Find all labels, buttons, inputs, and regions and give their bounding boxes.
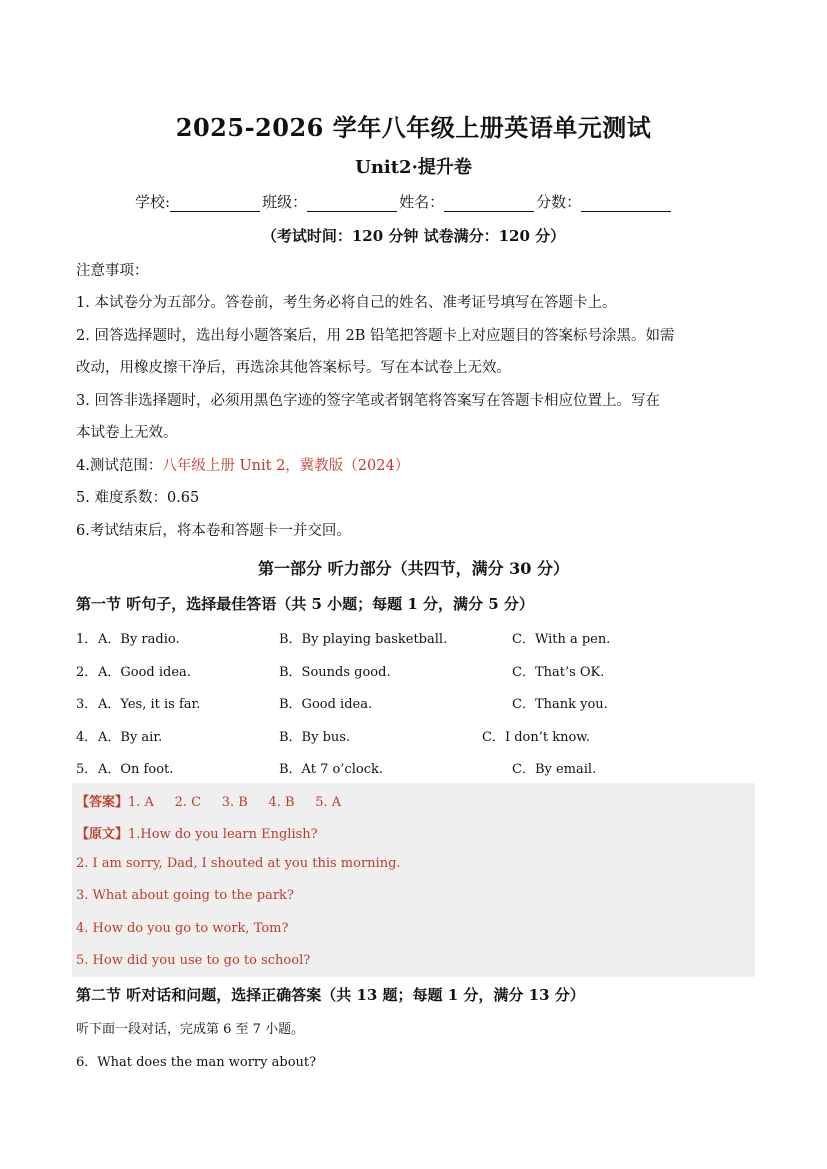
- option-c: C．By email.: [512, 762, 597, 777]
- part-1-title: 第一部分 听力部分（共四节，满分 30 分）: [258, 559, 569, 578]
- note-item-5: 5. 难度系数：0.65: [76, 490, 200, 506]
- question-row: [76, 661, 756, 681]
- option-a: A．By air.: [98, 730, 163, 745]
- script-text: 1.How do you learn English?: [128, 827, 318, 842]
- notes-heading: 注意事项：: [76, 263, 149, 279]
- test-scope: 八年级上册 Unit 2，冀教版（2024）: [162, 458, 410, 474]
- question-number: 4．: [76, 730, 98, 745]
- question-number: 5．: [76, 762, 98, 777]
- question-6: 6．What does the man worry about?: [76, 1055, 317, 1070]
- script-line-5: 5. How did you use to go to school?: [76, 953, 311, 968]
- option-b: B．By bus.: [279, 730, 351, 745]
- note-item-4-prefix: 4.测试范围：: [76, 458, 163, 474]
- script-line-1: [76, 823, 318, 842]
- option-a: A．Yes, it is far.: [98, 697, 201, 712]
- option-b: B．Sounds good.: [279, 665, 391, 680]
- question-row: [76, 758, 756, 778]
- option-c: C．With a pen.: [512, 632, 611, 647]
- section-1-title: 第一节 听句子，选择最佳答语（共 5 小题；每题 1 分，满分 5 分）: [76, 595, 534, 613]
- score-label: 分数：: [536, 193, 582, 211]
- name-label: 姓名：: [399, 193, 445, 211]
- answer-box: [72, 783, 755, 977]
- answer-text: 1. A 2. C 3. B 4. B 5. A: [128, 795, 342, 810]
- name-blank: [444, 195, 534, 212]
- script-line-4: 4. How do you go to work, Tom?: [76, 921, 289, 936]
- option-b: B．By playing basketball.: [279, 632, 448, 647]
- note-item-2b: 改动，用橡皮擦干净后，再选涂其他答案标号。写在本试卷上无效。: [76, 360, 511, 376]
- option-c: C．That’s OK.: [512, 665, 605, 680]
- script-line-3: 3. What about going to the park?: [76, 888, 294, 903]
- school-label: 学校:: [135, 193, 171, 211]
- script-label: 【原文】: [76, 827, 129, 842]
- option-a: A．By radio.: [98, 632, 180, 647]
- question-row: [76, 693, 756, 713]
- school-blank: [170, 195, 260, 212]
- note-item-4: [76, 454, 409, 475]
- option-c: C．Thank you.: [512, 697, 608, 712]
- question-number: 1．: [76, 632, 98, 647]
- question-row: [76, 726, 756, 746]
- question-row: [76, 628, 756, 648]
- option-a: A．Good idea.: [98, 665, 191, 680]
- section-2-title: 第二节 听对话和问题，选择正确答案（共 13 题；每题 1 分，满分 13 分）: [76, 986, 585, 1004]
- script-line-2: 2. I am sorry, Dad, I shouted at you this morning.: [76, 856, 401, 871]
- student-info-row: [135, 191, 673, 212]
- note-item-6: 6.考试结束后，将本卷和答题卡一并交回。: [76, 523, 351, 539]
- class-blank: [307, 195, 397, 212]
- answer-line: [76, 791, 341, 810]
- option-c: C．I don’t know.: [482, 730, 591, 745]
- score-blank: [581, 195, 671, 212]
- note-item-3b: 本试卷上无效。: [76, 425, 178, 441]
- question-number: 3．: [76, 697, 98, 712]
- option-a: A．On foot.: [98, 762, 174, 777]
- section-2-instruction: 听下面一段对话，完成第 6 至 7 小题。: [76, 1022, 305, 1037]
- option-b: B．Good idea.: [279, 697, 373, 712]
- exam-subtitle: Unit2·提升卷: [355, 157, 472, 178]
- note-item-2a: 2. 回答选择题时，选出每小题答案后，用 2B 铅笔把答题卡上对应题目的答案标号涂黑。如需: [76, 328, 675, 344]
- exam-title: 2025-2026 学年八年级上册英语单元测试: [175, 113, 652, 142]
- class-label: 班级：: [262, 193, 308, 211]
- option-b: B．At 7 o’clock.: [279, 762, 383, 777]
- answer-label: 【答案】: [76, 795, 129, 810]
- question-number: 2．: [76, 665, 98, 680]
- note-item-1: 1. 本试卷分为五部分。答卷前，考生务必将自己的姓名、准考证号填写在答题卡上。: [76, 295, 617, 311]
- exam-time-info: （考试时间：120 分钟 试卷满分：120 分）: [261, 227, 566, 245]
- note-item-3a: 3. 回答非选择题时，必须用黑色字迹的签字笔或者钢笔将答案写在答题卡相应位置上。写在: [76, 393, 660, 409]
